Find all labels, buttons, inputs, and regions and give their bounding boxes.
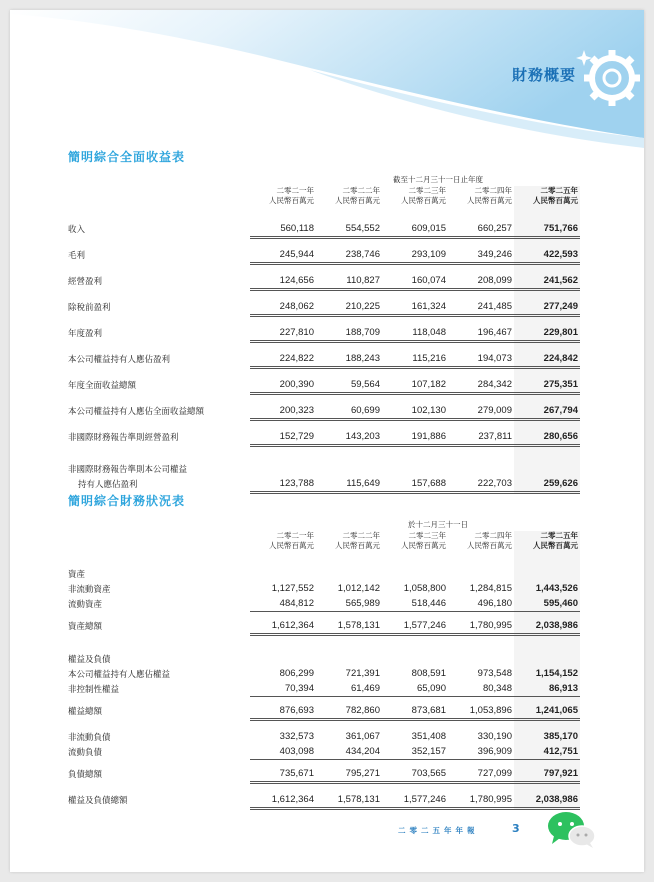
income-statement-title: 簡明綜合全面收益表 — [68, 150, 186, 164]
cell-value: 973,548 — [477, 668, 512, 679]
table-row — [68, 403, 580, 420]
cell-value: 224,842 — [514, 351, 580, 368]
cell-value: 188,243 — [316, 351, 382, 368]
cell-value: 293,109 — [382, 247, 448, 264]
table-row — [68, 581, 580, 596]
row-label: 非控制性權益 — [68, 684, 120, 695]
cell-value: 518,446 — [382, 596, 448, 612]
table-row — [68, 766, 580, 783]
section-heading-row — [68, 566, 580, 581]
cell-value: 115,216 — [382, 351, 448, 368]
cell-value: 118,048 — [382, 325, 448, 342]
table-row — [68, 792, 580, 809]
cell-value: 361,067 — [345, 731, 380, 742]
page-number: 3 — [512, 822, 520, 835]
cell-value: 330,190 — [477, 731, 512, 742]
row-label: 流動資產 — [68, 599, 103, 610]
cell-value: 721,391 — [345, 668, 380, 679]
cell-value: 351,408 — [411, 731, 446, 742]
cell-value: 194,073 — [448, 351, 514, 368]
cell-value: 70,394 — [250, 681, 316, 697]
cell-value: 434,204 — [316, 744, 382, 760]
section-heading-row — [68, 651, 580, 666]
cell-value: 1,577,246 — [382, 618, 448, 635]
equity-liabilities-heading: 權益及負債 — [68, 654, 111, 665]
cell-value: 2,038,986 — [514, 618, 580, 635]
cell-value: 349,246 — [448, 247, 514, 264]
row-label: 資產總額 — [68, 622, 103, 633]
cell-value: 86,913 — [514, 681, 580, 697]
cell-value: 208,099 — [448, 273, 514, 290]
header-background — [10, 10, 644, 160]
cell-value: 808,591 — [411, 668, 446, 679]
cell-value: 735,671 — [250, 766, 316, 783]
cell-value: 403,098 — [250, 744, 316, 760]
cell-value: 1,012,142 — [337, 583, 380, 594]
cell-value: 60,699 — [316, 403, 382, 420]
report-name-footer: 二零二五年年報 — [398, 826, 479, 835]
column-header-current: 二零二五年 人民幣百萬元 — [514, 531, 580, 551]
column-header: 二零二二年 人民幣百萬元 — [335, 531, 380, 550]
cell-value: 1,612,364 — [250, 618, 316, 635]
cell-value: 385,170 — [514, 729, 580, 744]
cell-value: 229,801 — [514, 325, 580, 342]
cell-value: 873,681 — [382, 703, 448, 720]
income-period-label: 截至十二月三十一日止年度 — [393, 175, 483, 184]
table-row — [68, 429, 580, 446]
table-row — [68, 744, 580, 760]
row-label: 毛利 — [68, 251, 86, 262]
row-label: 經營盈利 — [68, 277, 103, 288]
cell-value: 1,443,526 — [514, 581, 580, 596]
cell-value: 1,578,131 — [316, 792, 382, 809]
cell-value: 237,811 — [448, 429, 514, 446]
cell-value: 412,751 — [514, 744, 580, 760]
table-row — [68, 729, 580, 744]
column-header: 二零二一年 人民幣百萬元 — [269, 531, 314, 550]
cell-value: 1,284,815 — [469, 583, 512, 594]
row-label: 權益及負債總額 — [68, 796, 128, 807]
row-label: 除稅前盈利 — [68, 303, 111, 314]
row-label: 流動負債 — [68, 747, 103, 758]
cell-value: 1,577,246 — [382, 792, 448, 809]
row-label: 非流動資產 — [68, 584, 111, 595]
cell-value: 1,058,800 — [403, 583, 446, 594]
page-title: 財務概要 — [511, 66, 576, 84]
cell-value: 560,118 — [250, 221, 316, 238]
cell-value: 241,562 — [514, 273, 580, 290]
cell-value: 1,612,364 — [250, 792, 316, 809]
row-label: 非流動負債 — [68, 732, 111, 743]
cell-value: 1,780,995 — [448, 792, 514, 809]
cell-value: 188,709 — [316, 325, 382, 342]
cell-value: 1,780,995 — [448, 618, 514, 635]
cell-value: 80,348 — [448, 681, 514, 697]
cell-value: 396,909 — [448, 744, 514, 760]
cell-value: 107,182 — [382, 377, 448, 394]
cell-value: 161,324 — [382, 299, 448, 316]
gear-icon — [574, 40, 640, 110]
cell-value: 110,827 — [316, 273, 382, 290]
cell-value: 554,552 — [316, 221, 382, 238]
cell-value: 200,390 — [250, 377, 316, 394]
cell-value: 876,693 — [250, 703, 316, 720]
cell-value: 59,564 — [316, 377, 382, 394]
row-label: 權益總額 — [68, 707, 103, 718]
cell-value: 806,299 — [279, 668, 314, 679]
column-header: 二零二三年 人民幣百萬元 — [401, 186, 446, 205]
cell-value: 484,812 — [250, 596, 316, 612]
cell-value: 2,038,986 — [514, 792, 580, 809]
table-row — [68, 221, 580, 238]
column-header: 二零二二年 人民幣百萬元 — [335, 186, 380, 205]
cell-value: 284,342 — [448, 377, 514, 394]
cell-value: 124,656 — [250, 273, 316, 290]
cell-value: 241,485 — [448, 299, 514, 316]
cell-value: 227,810 — [250, 325, 316, 342]
cell-value: 797,921 — [514, 766, 580, 783]
cell-value: 248,062 — [250, 299, 316, 316]
cell-value: 609,015 — [382, 221, 448, 238]
cell-value: 143,203 — [316, 429, 382, 446]
report-page — [10, 10, 644, 872]
balance-sheet-table — [68, 531, 580, 810]
cell-value: 595,460 — [514, 596, 580, 612]
cell-value: 267,794 — [514, 403, 580, 420]
table-row — [68, 247, 580, 264]
cell-value: 196,467 — [448, 325, 514, 342]
income-statement-table — [68, 186, 580, 494]
table-row — [68, 681, 580, 697]
table-row: 持有人應佔盈利 123,788 115,649 157,688 222,703 259,626 — [68, 476, 580, 493]
row-label: 年度盈利 — [68, 329, 103, 340]
cell-value: 224,822 — [250, 351, 316, 368]
row-label: 負債總額 — [68, 770, 103, 781]
table-row — [68, 273, 580, 290]
cell-value: 1,578,131 — [316, 618, 382, 635]
cell-value: 1,053,896 — [448, 703, 514, 720]
cell-value: 751,766 — [514, 221, 580, 238]
row-label: 本公司權益持有人應佔全面收益總額 — [68, 407, 205, 418]
row-label: 收入 — [68, 225, 86, 236]
assets-heading: 資產 — [68, 569, 86, 580]
cell-value: 65,090 — [382, 681, 448, 697]
column-header: 二零二一年 人民幣百萬元 — [269, 186, 314, 205]
cell-value: 1,241,065 — [514, 703, 580, 720]
wechat-icon — [546, 810, 598, 850]
table-row — [68, 618, 580, 635]
cell-value: 1,127,552 — [271, 583, 314, 594]
cell-value: 1,154,152 — [514, 666, 580, 681]
table-row — [68, 299, 580, 316]
cell-value: 332,573 — [279, 731, 314, 742]
row-label: 非國際財務報告準則經營盈利 — [68, 433, 179, 444]
balance-period-label: 於十二月三十一日 — [408, 520, 468, 529]
column-header: 二零二四年 人民幣百萬元 — [467, 531, 512, 550]
cell-value: 275,351 — [514, 377, 580, 394]
row-label: 年度全面收益總額 — [68, 381, 137, 392]
cell-value: 422,593 — [514, 247, 580, 264]
cell-value: 152,729 — [250, 429, 316, 446]
cell-value: 703,565 — [382, 766, 448, 783]
table-row — [68, 351, 580, 368]
column-header-current: 二零二五年 人民幣百萬元 — [514, 186, 580, 206]
cell-value: 61,469 — [316, 681, 382, 697]
cell-value: 660,257 — [448, 221, 514, 238]
cell-value: 795,271 — [316, 766, 382, 783]
cell-value: 277,249 — [514, 299, 580, 316]
cell-value: 280,656 — [514, 429, 580, 446]
cell-value: 352,157 — [382, 744, 448, 760]
row-label: 本公司權益持有人應佔權益 — [68, 669, 171, 680]
table-row: 非國際財務報告準則本公司權益 — [68, 455, 580, 476]
cell-value: 200,323 — [250, 403, 316, 420]
cell-value: 102,130 — [382, 403, 448, 420]
column-header: 二零二四年 人民幣百萬元 — [467, 186, 512, 205]
table-row — [68, 325, 580, 342]
cell-value: 160,074 — [382, 273, 448, 290]
cell-value: 782,860 — [316, 703, 382, 720]
balance-header-row — [68, 531, 580, 551]
cell-value: 496,180 — [448, 596, 514, 612]
cell-value: 210,225 — [316, 299, 382, 316]
cell-value: 279,009 — [448, 403, 514, 420]
cell-value: 245,944 — [250, 247, 316, 264]
income-header-row — [68, 186, 580, 206]
cell-value: 238,746 — [316, 247, 382, 264]
table-row — [68, 377, 580, 394]
table-row — [68, 596, 580, 612]
column-header: 二零二三年 人民幣百萬元 — [401, 531, 446, 550]
cell-value: 191,886 — [382, 429, 448, 446]
row-label: 本公司權益持有人應佔盈利 — [68, 355, 171, 366]
cell-value: 565,989 — [316, 596, 382, 612]
cell-value: 727,099 — [448, 766, 514, 783]
balance-sheet-title: 簡明綜合財務狀況表 — [68, 494, 186, 508]
table-row — [68, 666, 580, 681]
table-row — [68, 703, 580, 720]
